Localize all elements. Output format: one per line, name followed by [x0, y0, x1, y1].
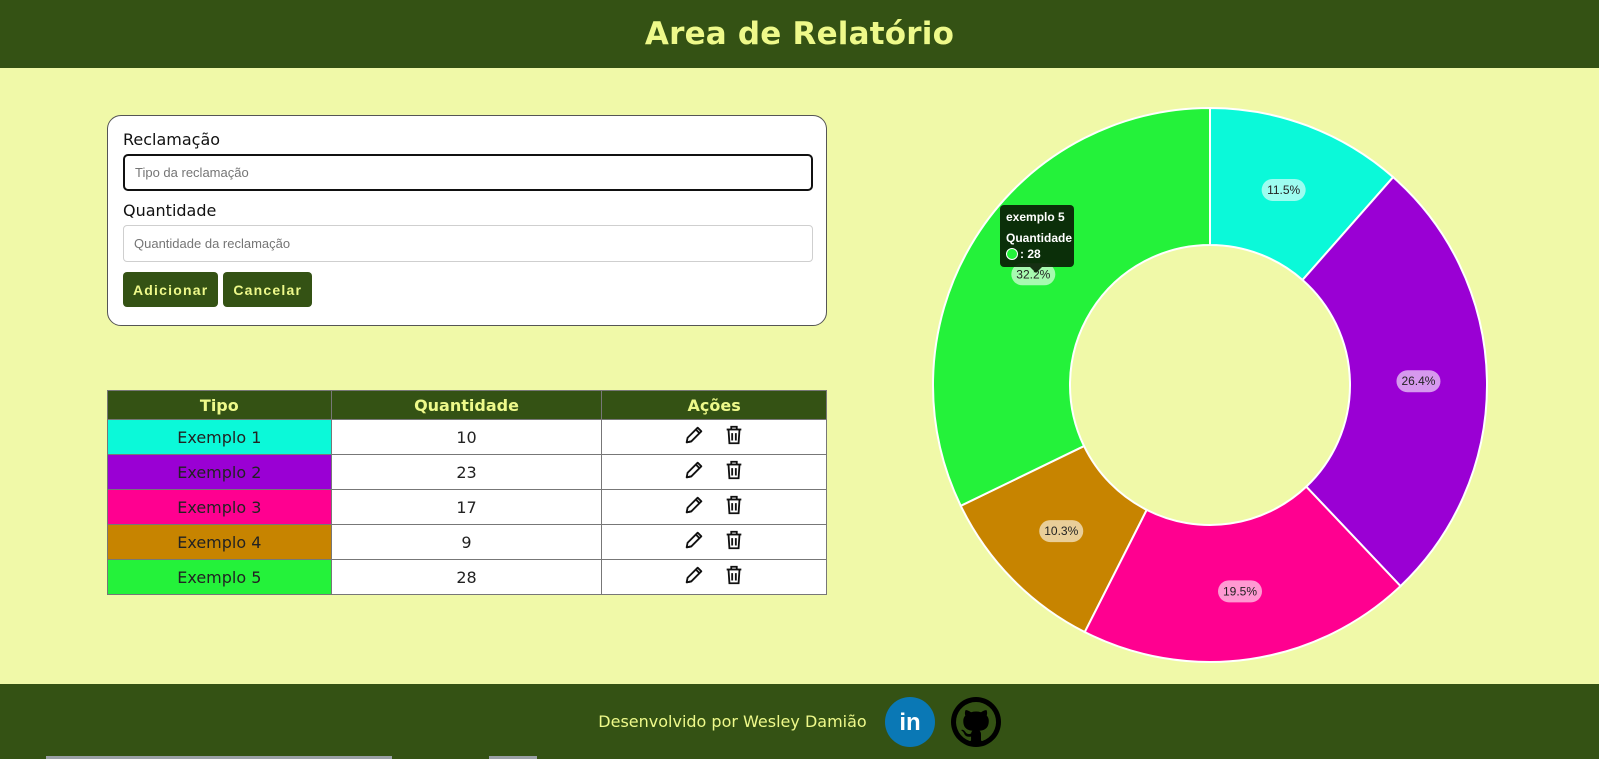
cell-tipo: Exemplo 1 — [108, 420, 332, 455]
cell-tipo: Exemplo 2 — [108, 455, 332, 490]
table-body — [108, 420, 827, 595]
slice-percent-text: 10.3% — [1044, 524, 1079, 539]
slice-label-4 — [1039, 520, 1083, 542]
complaint-form — [107, 115, 827, 326]
cell-tipo: Exemplo 5 — [108, 560, 332, 595]
pencil-icon[interactable] — [683, 494, 705, 516]
pencil-icon[interactable] — [683, 564, 705, 586]
complaints-table — [107, 390, 827, 595]
chart-slice-5[interactable] — [933, 108, 1210, 506]
pencil-icon[interactable] — [683, 459, 705, 481]
cell-acoes — [602, 490, 827, 525]
doughnut-chart-svg — [930, 105, 1490, 665]
quantidade-label: Quantidade — [123, 201, 217, 220]
cell-acoes — [602, 560, 827, 595]
cell-acoes — [602, 455, 827, 490]
quantidade-input[interactable] — [123, 225, 813, 262]
page-header — [0, 0, 1599, 68]
reclamacao-input[interactable] — [123, 154, 813, 191]
doughnut-chart — [930, 105, 1490, 665]
pencil-icon[interactable] — [683, 424, 705, 446]
form-actions — [123, 272, 811, 307]
slice-label-3 — [1218, 580, 1262, 602]
tooltip-value-line — [1006, 246, 1068, 262]
linkedin-text: in — [899, 708, 921, 736]
tooltip-title: exemplo 5 — [1006, 210, 1065, 224]
cell-acoes — [602, 420, 827, 455]
linkedin-icon[interactable] — [885, 697, 935, 747]
cell-quantidade: 28 — [331, 560, 602, 595]
header-tipo: Tipo — [108, 391, 332, 420]
cell-tipo: Exemplo 3 — [108, 490, 332, 525]
cell-quantidade: 10 — [331, 420, 602, 455]
add-button[interactable]: Adicionar — [123, 272, 218, 307]
table-row — [108, 420, 827, 455]
slice-percent-text: 11.5% — [1267, 182, 1301, 197]
tooltip-label: Quantidade — [1006, 231, 1073, 245]
header-quantidade: Quantidade — [331, 391, 602, 420]
cell-quantidade: 9 — [331, 525, 602, 560]
pencil-icon[interactable] — [683, 529, 705, 551]
trash-icon[interactable] — [723, 424, 745, 446]
slice-label-1 — [1262, 179, 1306, 201]
cell-quantidade: 17 — [331, 490, 602, 525]
footer-credit: Desenvolvido por Wesley Damião — [598, 712, 867, 731]
cell-quantidade: 23 — [331, 455, 602, 490]
trash-icon[interactable] — [723, 494, 745, 516]
slice-label-2 — [1396, 370, 1440, 392]
tooltip-value: : 28 — [1020, 247, 1041, 261]
reclamacao-label: Reclamação — [123, 130, 221, 149]
slice-percent-text: 26.4% — [1401, 374, 1436, 389]
table-row — [108, 490, 827, 525]
slice-percent-text: 19.5% — [1222, 584, 1258, 599]
trash-icon[interactable] — [723, 459, 745, 481]
table-row — [108, 560, 827, 595]
trash-icon[interactable] — [723, 529, 745, 551]
page-title: Area de Relatório — [644, 16, 955, 52]
cell-acoes — [602, 525, 827, 560]
header-acoes: Ações — [602, 391, 827, 420]
table-header-row — [108, 391, 827, 420]
page-footer — [0, 684, 1599, 759]
chart-tooltip — [1000, 205, 1074, 267]
cancel-button[interactable]: Cancelar — [223, 272, 312, 307]
quantidade-group — [123, 201, 811, 262]
cell-tipo: Exemplo 4 — [108, 525, 332, 560]
slice-percent-text: 32.2% — [1016, 267, 1051, 282]
table-row — [108, 455, 827, 490]
trash-icon[interactable] — [723, 564, 745, 586]
table-row — [108, 525, 827, 560]
github-icon[interactable] — [951, 697, 1001, 747]
tooltip-color-swatch — [1006, 248, 1018, 260]
reclamacao-group — [123, 130, 811, 191]
